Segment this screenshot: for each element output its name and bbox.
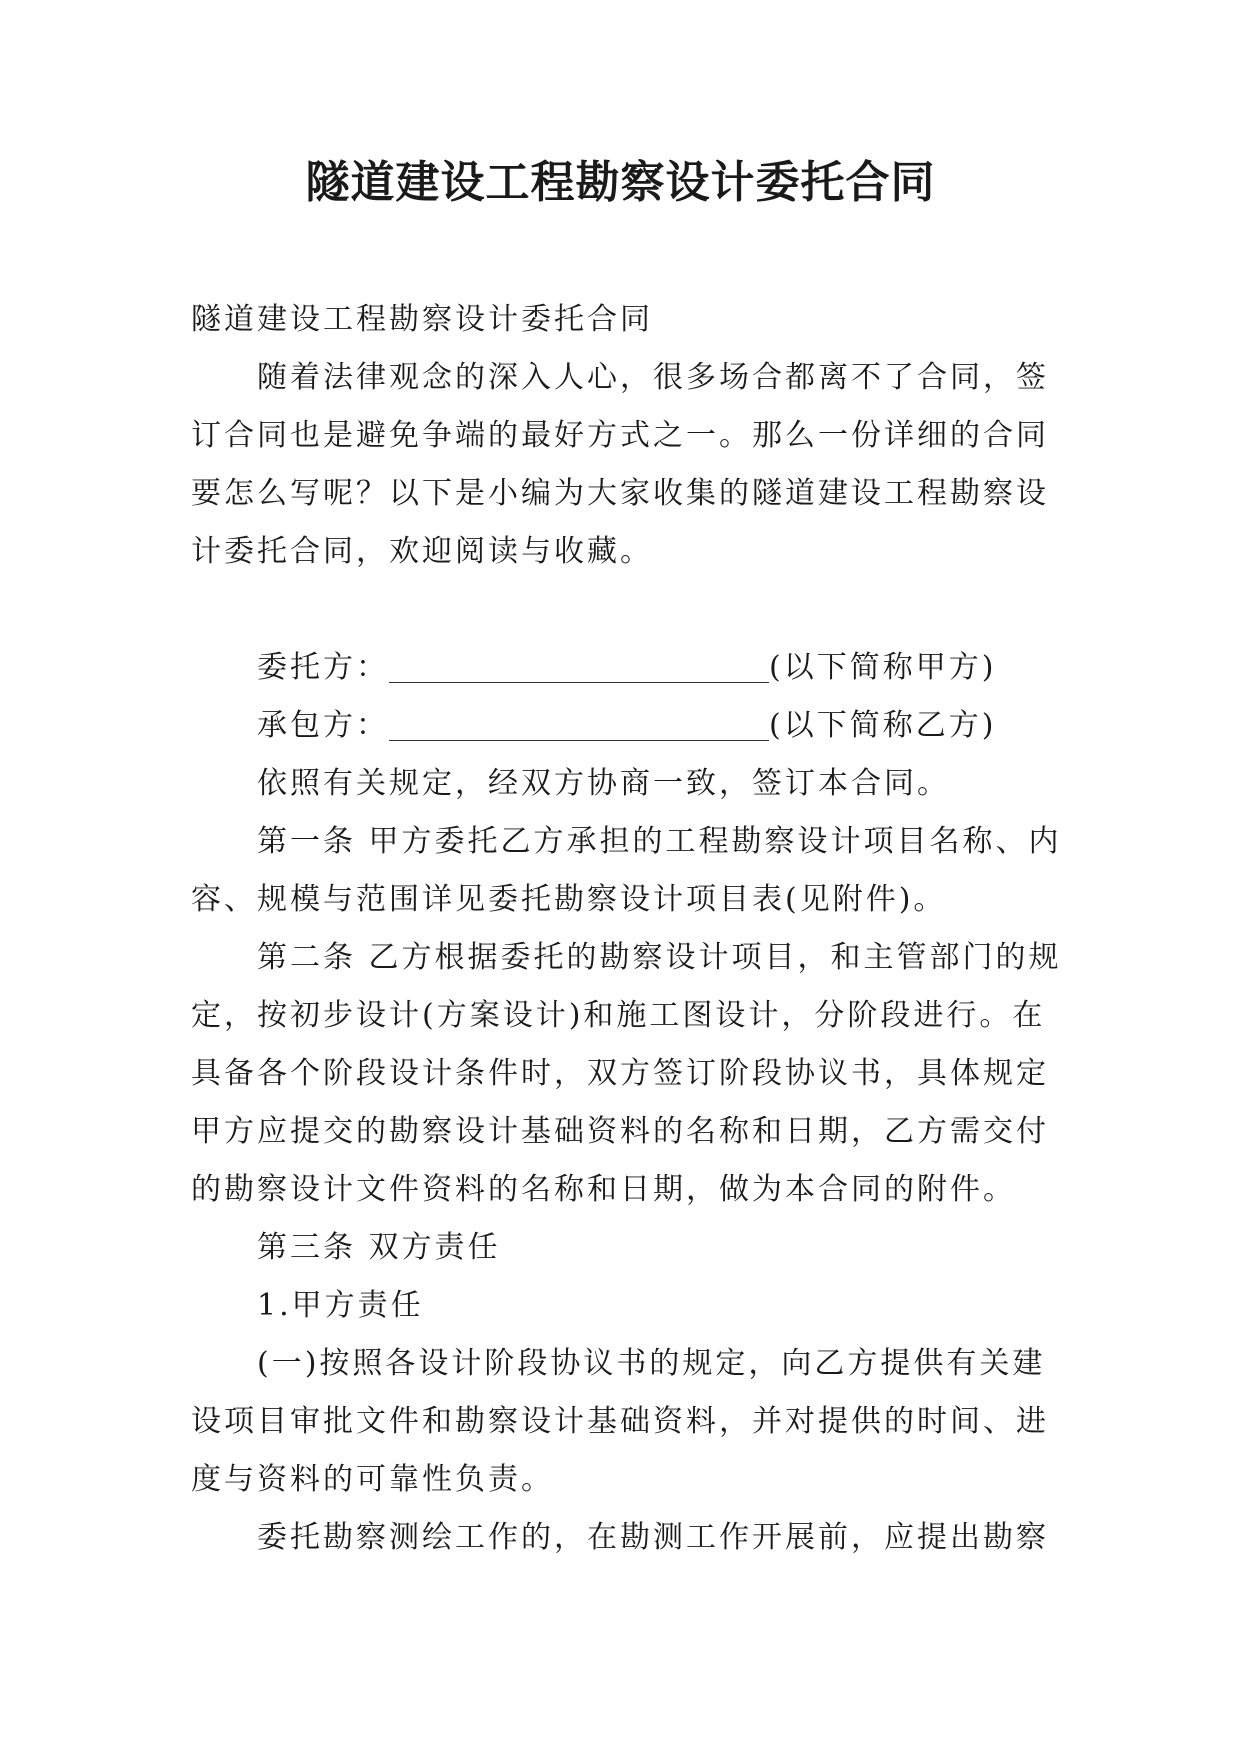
client-line — [191, 639, 1071, 697]
section-1-heading: 1.甲方责任 — [257, 1288, 424, 1323]
document-body — [191, 291, 1071, 1567]
item-1-continued: 委托勘察测绘工作的，在勘测工作开展前，应提出勘察 — [257, 1520, 1049, 1555]
contractor-blank — [389, 704, 769, 741]
article-3: 第三条 双方责任 — [257, 1230, 501, 1265]
document-title: 隧道建设工程勘察设计委托合同 — [305, 157, 936, 208]
article-1: 第一条 甲方委托乙方承担的工程勘察设计项目名称、内容、规模与范围详见委托勘察设计项目表(见附件)。 — [191, 824, 1062, 917]
item-1: (一)按照各设计阶段协议书的规定，向乙方提供有关建设项目审批文件和勘察设计基础资料，并对提供的时间、进度与资料的可靠性负责。 — [191, 1346, 1049, 1497]
article-2: 第二条 乙方根据委托的勘察设计项目，和主管部门的规定，按初步设计(方案设计)和施工图设计，分阶段进行。在具备各个阶段设计条件时，双方签订阶段协议书，具体规定甲方应提交的勘察设计基础资料的名称和日期，乙方需交付的勘察设计文件资料的名称和日期，做为本合同的附件。 — [191, 940, 1062, 1207]
paragraph-spacer — [191, 581, 1071, 639]
contractor-line — [191, 697, 1071, 755]
client-label: 委托方： — [257, 650, 389, 685]
contractor-suffix: (以下简称乙方) — [769, 708, 997, 743]
client-blank — [389, 646, 769, 683]
intro-paragraph: 随着法律观念的深入人心，很多场合都离不了合同，签订合同也是避免争端的最好方式之一。那么一份详细的合同要怎么写呢？以下是小编为大家收集的隧道建设工程勘察设计委托合同，欢迎阅读与收藏。 — [191, 360, 1049, 569]
client-suffix: (以下简称甲方) — [769, 650, 997, 685]
contractor-label: 承包方： — [257, 708, 389, 743]
document-subtitle: 隧道建设工程勘察设计委托合同 — [191, 302, 653, 337]
agreement-paragraph: 依照有关规定，经双方协商一致，签订本合同。 — [257, 766, 950, 801]
